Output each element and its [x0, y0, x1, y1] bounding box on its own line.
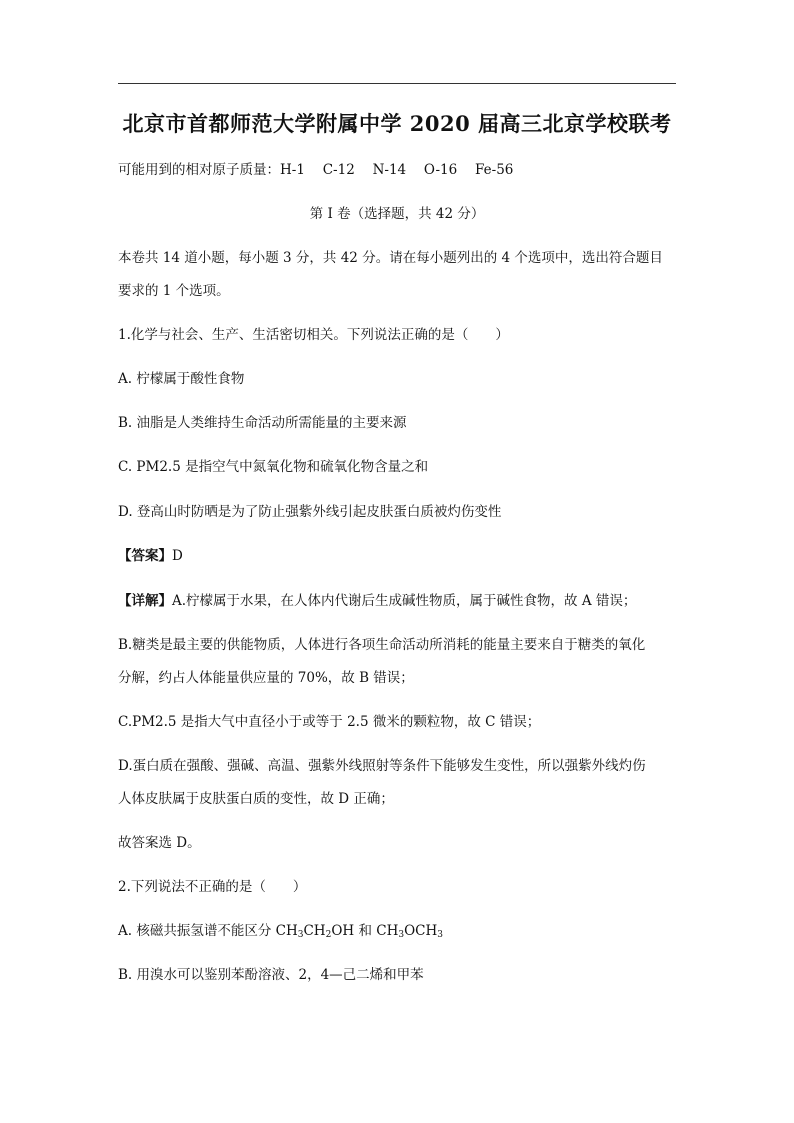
explain-label: 【详解】 — [118, 593, 172, 609]
q1-explain-a — [118, 592, 636, 610]
intro-line-1: 本卷共 14 道小题，每小题 3 分，共 42 分。请在每小题列出的 4 个选项中，选出符合题目 — [118, 250, 663, 266]
q2-option-a — [118, 922, 443, 944]
q2-option-a-text: A. 核磁共振氢谱不能区分 CH — [118, 923, 298, 939]
answer-value: D — [172, 548, 183, 564]
q2-option-a-text: OH 和 CH — [331, 923, 399, 939]
q1-stem: 1.化学与社会、生产、生活密切相关。下列说法正确的是（ ） — [118, 327, 509, 343]
q1-option-a: A. 柠檬属于酸性食物 — [118, 371, 245, 387]
q1-explain-d1: D.蛋白质在强酸、强碱、高温、强紫外线照射等条件下能够发生变性，所以强紫外线灼伤 — [118, 758, 646, 774]
answer-label: 【答案】 — [118, 548, 172, 564]
intro-line-2: 要求的 1 个选项。 — [118, 283, 230, 299]
q1-conclusion: 故答案选 D。 — [118, 835, 201, 851]
subscript: 3 — [297, 930, 304, 940]
q1-explain-d2: 人体皮肤属于皮肤蛋白质的变性，故 D 正确； — [118, 791, 394, 807]
q1-explain-c: C.PM2.5 是指大气中直径小于或等于 2.5 微米的颗粒物，故 C 错误； — [118, 714, 541, 730]
page-title: 北京市首都师范大学附属中学 2020 届高三北京学校联考 — [122, 111, 672, 136]
section-title: 第 I 卷（选择题，共 42 分） — [309, 206, 485, 222]
q1-option-d: D. 登高山时防晒是为了防止强紫外线引起皮肤蛋白质被灼伤变性 — [118, 504, 502, 520]
q1-option-b: B. 油脂是人类维持生命活动所需能量的主要来源 — [118, 415, 407, 431]
subscript: 2 — [325, 930, 332, 940]
q2-option-a-text: CH — [303, 923, 326, 939]
q1-explain-b2: 分解，约占人体能量供应量的 70%，故 B 错误； — [118, 670, 414, 686]
q1-explain-b1: B.糖类是最主要的供能物质，人体进行各项生命活动所消耗的能量主要来自于糖类的氧化 — [118, 637, 646, 653]
atomic-mass-line: 可能用到的相对原子质量：H-1 C-12 N-14 O-16 Fe-56 — [118, 162, 514, 178]
subscript: 3 — [437, 930, 443, 940]
q1-answer — [118, 547, 183, 565]
subscript: 3 — [398, 930, 405, 940]
explain-a-text: A.柠檬属于水果，在人体内代谢后生成碱性物质，属于碱性食物，故 A 错误； — [172, 593, 637, 609]
q2-option-a-text: OCH — [404, 923, 438, 939]
q2-stem: 2.下列说法不正确的是（ ） — [118, 879, 307, 895]
q2-option-b: B. 用溴水可以鉴别苯酚溶液、2，4—己二烯和甲苯 — [118, 967, 424, 983]
q1-option-c: C. PM2.5 是指空气中氮氧化物和硫氧化物含量之和 — [118, 459, 429, 475]
header-rule — [118, 83, 676, 84]
